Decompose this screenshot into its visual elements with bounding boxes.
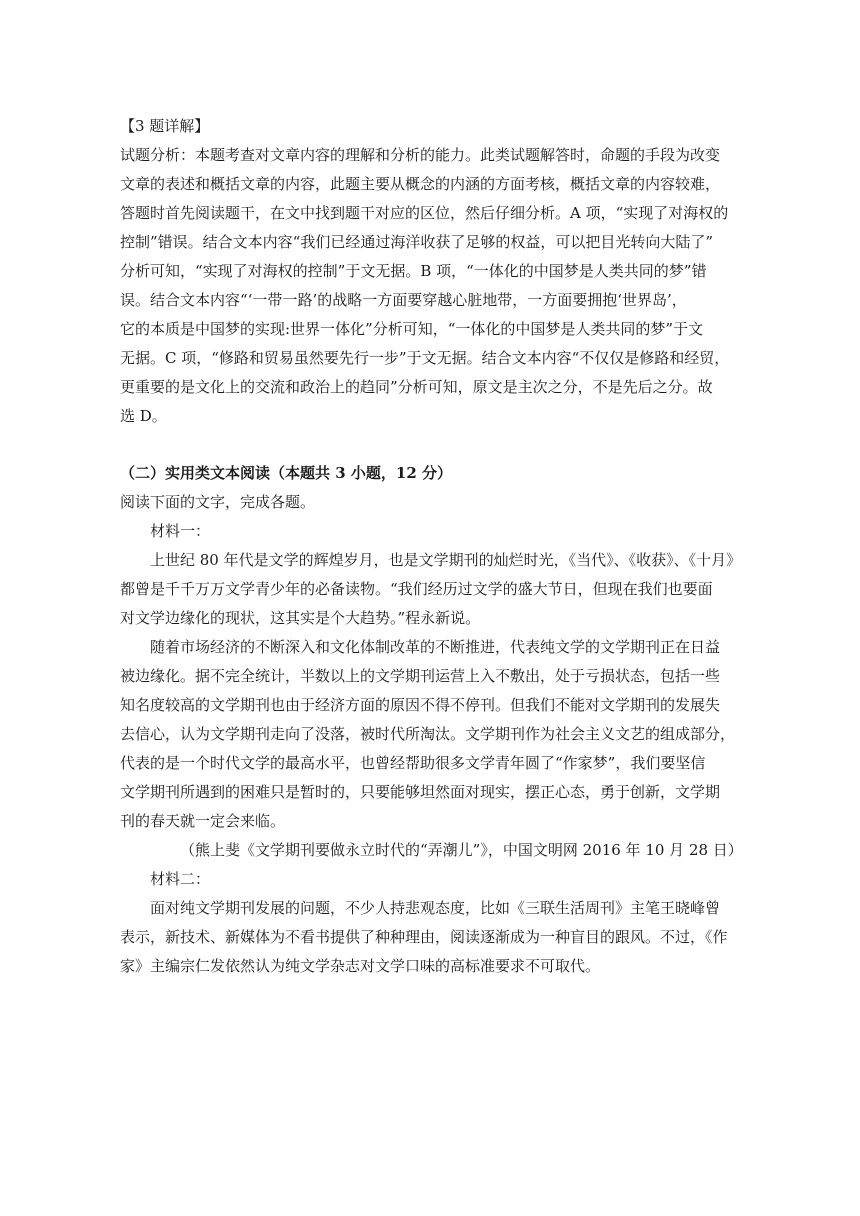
material-1-paragraph-line: 都曾是千千万万文学青少年的必备读物。“我们经历过文学的盛大节日，但现在我们也要面 [120,580,713,598]
analysis-heading: 【3 题详解】 [120,117,210,135]
analysis-line: 更重要的是文化上的交流和政治上的趋同”分析可知，原文是主次之分，不是先后之分。故 [120,378,713,396]
document-page [120,112,748,981]
section-gap [120,431,748,459]
analysis-line: 无据。C 项，“修路和贸易虽然要先行一步”于文无据。结合文本内容“不仅仅是修路和经贸， [120,349,730,367]
analysis-line: 试题分析：本题考查对文章内容的理解和分析的能力。此类试题解答时，命题的手段为改变 [120,146,721,164]
material-1-paragraph-line: 刊的春天就一定会来临。 [120,812,286,830]
analysis-line: 分析可知，“实现了对海权的控制”于文无据。B 项，“一体化的中国梦是人类共同的梦”错 [120,262,707,280]
material-1-paragraph-line: 上世纪 80 年代是文学的辉煌岁月，也是文学期刊的灿烂时光，《当代》、《收获》、《十月》 [150,551,742,569]
material-1-label: 材料一： [150,522,211,540]
analysis-line: 控制”错误。结合文本内容“我们已经通过海洋收获了足够的权益，可以把目光转向大陆了” [120,233,714,251]
material-1-paragraph-line: 知名度较高的文学期刊也由于经济方面的原因不得不停刊。但我们不能对文学期刊的发展失 [120,696,721,714]
analysis-line: 文章的表述和概括文章的内容，此题主要从概念的内涵的方面考核，概括文章的内容较难， [120,175,721,193]
material-1-paragraph-line: 文学期刊所遇到的困难只是暂时的，只要能够坦然面对现实，摆正心态，勇于创新，文学期 [120,783,721,801]
analysis-line: 它的本质是中国梦的实现:世界一体化”分析可知，“一体化的中国梦是人类共同的梦”于文 [120,320,704,338]
material-2-label: 材料二： [150,870,211,888]
analysis-line: 误。结合文本内容“‘一带一路’的战略一方面要穿越心脏地带，一方面要拥抱‘世界岛’， [120,291,687,309]
material-2-paragraph-line: 表示，新技术、新媒体为不看书提供了种种理由，阅读逐渐成为一种盲目的跟风。不过，《作 [120,928,728,946]
material-2-paragraph-line: 家》主编宗仁发依然认为纯文学杂志对文学口味的高标准要求不可取代。 [120,957,601,975]
material-2-paragraph-line: 面对纯文学期刊发展的问题，不少人持悲观态度，比如《三联生活周刊》主笔王晓峰曾 [150,899,721,917]
material-1-paragraph-line: 随着市场经济的不断深入和文化体制改革的不断推进，代表纯文学的文学期刊正在日益 [150,638,721,656]
material-1-paragraph-line: 去信心，认为文学期刊走向了没落，被时代所淘汰。文学期刊作为社会主义文艺的组成部分， [120,725,736,743]
analysis-section [120,112,748,431]
section-heading: （二）实用类文本阅读（本题共 3 小题，12 分） [120,464,452,482]
practical-reading-section [120,459,748,981]
section-instruction: 阅读下面的文字，完成各题。 [120,493,316,511]
analysis-line: 答题时首先阅读题干，在文中找到题干对应的区位，然后仔细分析。A 项，“实现了对海权的 [120,204,729,222]
material-1-paragraph-line: 代表的是一个时代文学的最高水平，也曾经帮助很多文学青年圆了“作家梦”，我们要坚信 [120,754,706,772]
material-1-citation: （熊上斐《文学期刊要做永立时代的“弄潮儿”》，中国文明网 2016 年 10 月 28 日） [180,841,743,859]
material-1-paragraph-line: 对文学边缘化的现状，这其实是个大趋势。”程永新说。 [120,609,481,627]
material-1-paragraph-line: 被边缘化。据不完全统计，半数以上的文学期刊运营上入不敷出，处于亏损状态，包括一些 [120,667,721,685]
analysis-line: 选 D。 [120,407,167,425]
